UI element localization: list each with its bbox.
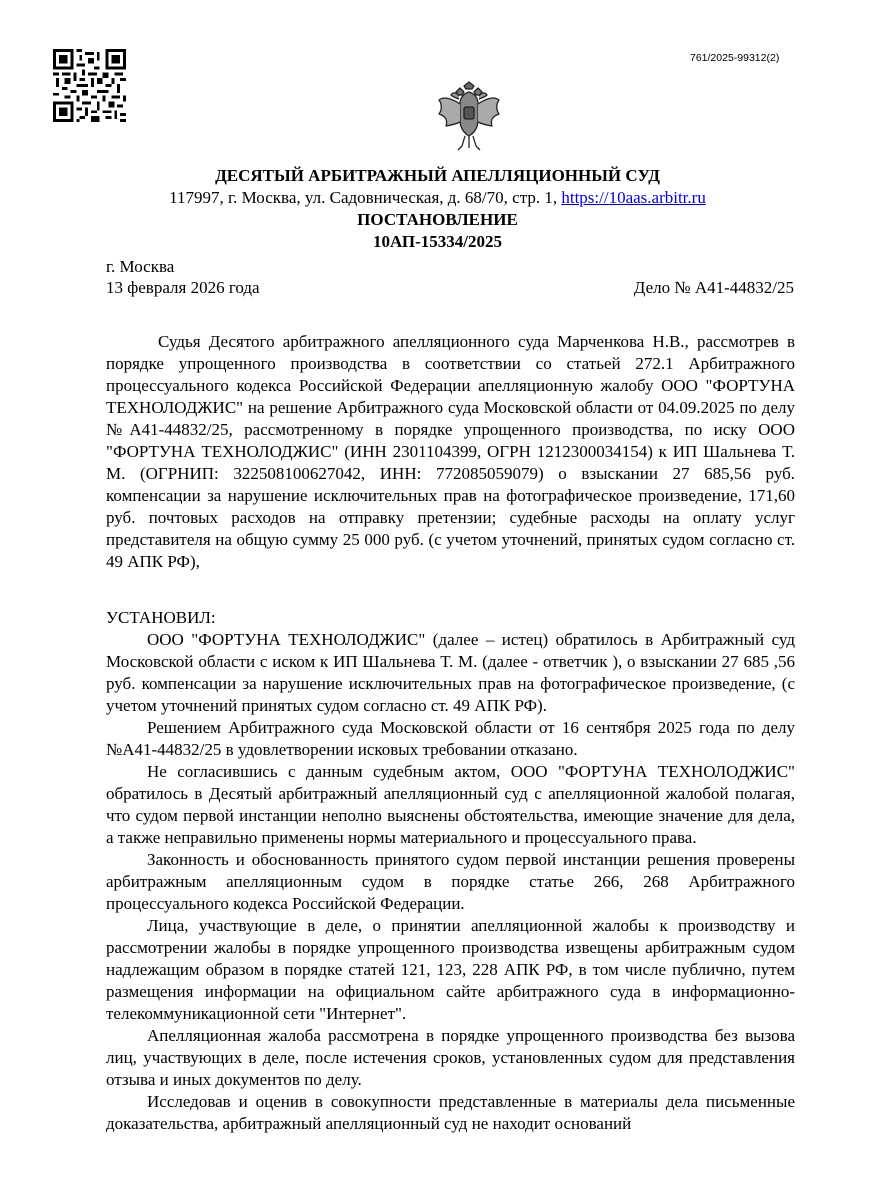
document-id: 761/2025-99312(2) bbox=[690, 52, 780, 64]
paragraph: Не согласившись с данным судебным актом, ООО "ФОРТУНА ТЕХНОЛОДЖИС" обратилось в Десятый арбитражный апелляционный суд с апелляционной жалобой полагая, что судом первой инстанции неполно выяснены обстоятельства, имеющие значение для дела, а также неправильно применены нормы материального и процессуального права. bbox=[106, 762, 795, 847]
intro-paragraph: Судья Десятого арбитражного апелляционного суда Марченкова Н.В., рассмотрев в порядке упрощенного производства в соответствии со статьей 272.1 Арбитражного процессуального кодекса Российской Федерации апелляционную жалобу ООО "ФОРТУНА ТЕХНОЛОДЖИС" на решение Арбитражного суда Московской области от 04.09.2025 по делу №А41-44832/25, рассмотренному в порядке упрощенного производства, по иску ООО "ФОРТУНА ТЕХНОЛОДЖИС" (ИНН 2301104399, ОГРН 1212300034154) к ИП Шальнева Т. М. (ОГРНИП: 322508100627042, ИНН: 772085059079) о взыскании 27 685,56 руб. компенсации за нарушение исключительных прав на фотографическое произведение, 171,60 руб. почтовых расходов на отправку претензии; судебные расходы на оплату услуг представителя на общую сумму 25 000 руб. (с учетом уточнений, принятых судом согласно ст. 49 АПК РФ), bbox=[106, 332, 795, 571]
decision-date: 13 февраля 2026 года bbox=[106, 278, 260, 297]
paragraph: Решением Арбитражного суда Московской области от 16 сентября 2025 года по делу №А41-44832/25 в удовлетворении исковых требовании отказано. bbox=[106, 718, 795, 759]
paragraph: Законность и обоснованность принятого судом первой инстанции решения проверены арбитражным апелляционным судом в порядке статье 266, 268 Арбитражного процессуального кодекса Российской Федерации. bbox=[106, 850, 795, 913]
paragraph: Лица, участвующие в деле, о принятии апелляционной жалобы к производству и рассмотрении жалобы в порядке упрощенного производства извещены арбитражным судом надлежащим образом в порядке статей 121, 123, 228 АПК РФ, в том числе публично, путем размещения информации на официальном сайте арбитражного суда в информационно-телекоммуникационной сети "Интернет". bbox=[106, 916, 795, 1023]
document-body bbox=[106, 331, 795, 1135]
paragraph: Исследовав и оценив в совокупности представленные в материалы дела письменные доказательства, арбитражный апелляционный суд не находит оснований bbox=[106, 1092, 795, 1133]
qr-code bbox=[53, 49, 126, 122]
document-number: 10АП-15334/2025 bbox=[373, 232, 502, 251]
court-website-link[interactable]: https://10aas.arbitr.ru bbox=[561, 188, 706, 207]
court-address: 117997, г. Москва, ул. Садовническая, д. 68/70, стр. 1, bbox=[169, 188, 558, 207]
court-address-line bbox=[0, 188, 875, 208]
court-name: ДЕСЯТЫЙ АРБИТРАЖНЫЙ АПЕЛЛЯЦИОННЫЙ СУД bbox=[215, 166, 660, 185]
paragraph: ООО "ФОРТУНА ТЕХНОЛОДЖИС" (далее – истец) обратилось в Арбитражный суд Московской области с иском к ИП Шальнева Т. М. (далее - ответчик ), о взыскании 27 685 ,56 руб. компенсации за нарушение исключительных прав на фотографическое произведение, (с учетом уточнений принятых судом согласно ст. 49 АПК РФ). bbox=[106, 630, 795, 715]
paragraph: Апелляционная жалоба рассмотрена в порядке упрощенного производства без вызова лиц, участвующих в деле, после истечения сроков, установленных судом для представления отзыва и иных документов по делу. bbox=[106, 1026, 795, 1089]
case-number: Дело № А41-44832/25 bbox=[633, 278, 794, 297]
section-heading: УСТАНОВИЛ: bbox=[106, 608, 216, 627]
document-title: ПОСТАНОВЛЕНИЕ bbox=[357, 210, 518, 229]
coat-of-arms-icon bbox=[436, 80, 502, 152]
date-case-line bbox=[106, 278, 794, 298]
city: г. Москва bbox=[106, 257, 175, 276]
